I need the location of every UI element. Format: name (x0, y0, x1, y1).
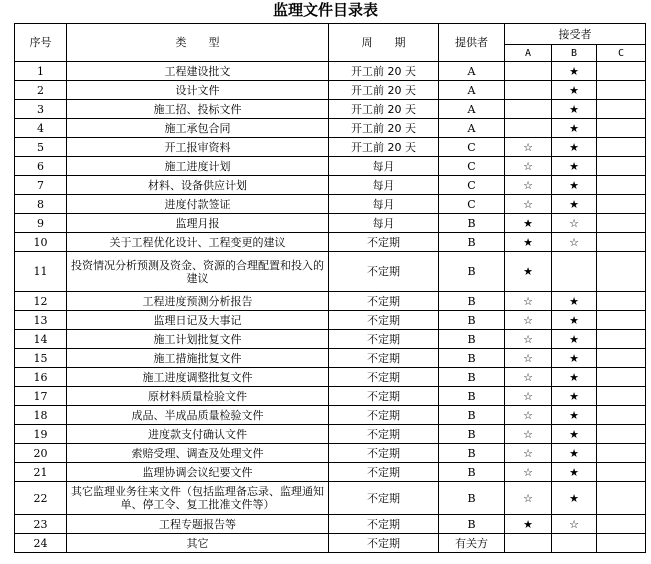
row-period: 开工前 20 天 (329, 62, 439, 81)
cut-off-footnote (0, 559, 651, 564)
row-provider: A (439, 119, 505, 138)
table-row (15, 62, 646, 81)
header-receiver-c: C (597, 45, 646, 62)
table-row (15, 252, 646, 292)
row-seq: 1 (15, 62, 67, 81)
row-seq: 24 (15, 534, 67, 553)
row-provider: B (439, 482, 505, 515)
row-receiver-a: ★ (505, 515, 552, 534)
row-receiver-c (597, 292, 646, 311)
row-type: 设计文件 (67, 81, 329, 100)
row-receiver-b: ★ (552, 138, 597, 157)
row-period: 不定期 (329, 425, 439, 444)
table-row (15, 534, 646, 553)
row-receiver-b: ★ (552, 62, 597, 81)
row-seq: 6 (15, 157, 67, 176)
header-receiver-a: A (505, 45, 552, 62)
table-row (15, 368, 646, 387)
row-receiver-b: ★ (552, 368, 597, 387)
row-provider: B (439, 425, 505, 444)
row-seq: 19 (15, 425, 67, 444)
row-receiver-a: ★ (505, 233, 552, 252)
row-seq: 14 (15, 330, 67, 349)
row-seq: 3 (15, 100, 67, 119)
row-receiver-b: ☆ (552, 233, 597, 252)
header-provider: 提供者 (439, 24, 505, 62)
row-seq: 21 (15, 463, 67, 482)
row-receiver-a: ☆ (505, 157, 552, 176)
header-receiver-b: B (552, 45, 597, 62)
row-provider: 有关方 (439, 534, 505, 553)
table-row (15, 515, 646, 534)
row-receiver-b: ★ (552, 330, 597, 349)
row-provider: C (439, 157, 505, 176)
row-receiver-a (505, 119, 552, 138)
row-receiver-a: ☆ (505, 195, 552, 214)
table-row (15, 195, 646, 214)
row-period: 每月 (329, 195, 439, 214)
row-type: 其它监理业务往来文件（包括监理备忘录、监理通知单、停工令、复工批准文件等） (67, 482, 329, 515)
table-row (15, 463, 646, 482)
row-period: 每月 (329, 157, 439, 176)
row-receiver-a: ☆ (505, 349, 552, 368)
table-body (15, 62, 646, 553)
row-provider: C (439, 176, 505, 195)
row-period: 不定期 (329, 463, 439, 482)
table-row (15, 311, 646, 330)
row-period: 不定期 (329, 387, 439, 406)
row-receiver-c (597, 138, 646, 157)
row-receiver-a: ★ (505, 214, 552, 233)
row-period: 每月 (329, 176, 439, 195)
row-receiver-c (597, 387, 646, 406)
table-row (15, 214, 646, 233)
row-provider: B (439, 330, 505, 349)
row-receiver-c (597, 252, 646, 292)
row-provider: B (439, 311, 505, 330)
row-type: 关于工程优化设计、工程变更的建议 (67, 233, 329, 252)
row-provider: B (439, 233, 505, 252)
row-period: 不定期 (329, 368, 439, 387)
row-receiver-a: ☆ (505, 311, 552, 330)
row-receiver-b: ☆ (552, 214, 597, 233)
row-type: 工程专题报告等 (67, 515, 329, 534)
row-receiver-b: ★ (552, 406, 597, 425)
row-seq: 4 (15, 119, 67, 138)
table-row (15, 81, 646, 100)
row-type: 开工报审资料 (67, 138, 329, 157)
row-period: 不定期 (329, 252, 439, 292)
row-type: 材料、设备供应计划 (67, 176, 329, 195)
row-type: 工程建设批文 (67, 62, 329, 81)
row-receiver-b: ★ (552, 119, 597, 138)
row-period: 不定期 (329, 292, 439, 311)
row-type: 施工计划批复文件 (67, 330, 329, 349)
row-receiver-c (597, 425, 646, 444)
row-period: 不定期 (329, 311, 439, 330)
row-receiver-a (505, 81, 552, 100)
row-type: 监理月报 (67, 214, 329, 233)
row-receiver-a: ★ (505, 252, 552, 292)
row-seq: 23 (15, 515, 67, 534)
header-period: 周 期 (329, 24, 439, 62)
row-receiver-c (597, 534, 646, 553)
row-seq: 15 (15, 349, 67, 368)
row-receiver-b: ★ (552, 349, 597, 368)
row-seq: 5 (15, 138, 67, 157)
row-provider: B (439, 349, 505, 368)
table-row (15, 138, 646, 157)
row-seq: 18 (15, 406, 67, 425)
row-type: 施工进度计划 (67, 157, 329, 176)
row-type: 索赔受理、调查及处理文件 (67, 444, 329, 463)
table-row (15, 387, 646, 406)
row-receiver-b: ★ (552, 463, 597, 482)
row-receiver-c (597, 330, 646, 349)
row-receiver-a: ☆ (505, 387, 552, 406)
table-row (15, 349, 646, 368)
row-receiver-a: ☆ (505, 292, 552, 311)
table-row (15, 406, 646, 425)
table-row (15, 157, 646, 176)
row-seq: 22 (15, 482, 67, 515)
row-receiver-c (597, 444, 646, 463)
row-provider: B (439, 515, 505, 534)
row-provider: B (439, 292, 505, 311)
row-type: 施工进度调整批复文件 (67, 368, 329, 387)
row-receiver-b: ★ (552, 81, 597, 100)
row-type: 施工承包合同 (67, 119, 329, 138)
row-receiver-a (505, 62, 552, 81)
row-receiver-c (597, 515, 646, 534)
row-type: 投资情况分析预测及资金、资源的合理配置和投入的建议 (67, 252, 329, 292)
row-period: 不定期 (329, 233, 439, 252)
row-receiver-b: ★ (552, 387, 597, 406)
row-period: 开工前 20 天 (329, 100, 439, 119)
row-period: 不定期 (329, 349, 439, 368)
row-type: 进度付款签证 (67, 195, 329, 214)
table-row (15, 444, 646, 463)
row-receiver-b: ★ (552, 195, 597, 214)
row-provider: C (439, 195, 505, 214)
header-seq: 序号 (15, 24, 67, 62)
row-receiver-a (505, 100, 552, 119)
row-provider: B (439, 368, 505, 387)
table-row (15, 119, 646, 138)
row-type: 进度款支付确认文件 (67, 425, 329, 444)
row-provider: B (439, 406, 505, 425)
row-provider: B (439, 252, 505, 292)
row-period: 不定期 (329, 482, 439, 515)
row-type: 原材料质量检验文件 (67, 387, 329, 406)
row-period: 不定期 (329, 330, 439, 349)
row-receiver-b: ★ (552, 311, 597, 330)
table-row (15, 292, 646, 311)
row-receiver-c (597, 100, 646, 119)
row-provider: A (439, 81, 505, 100)
row-receiver-b: ★ (552, 425, 597, 444)
row-seq: 12 (15, 292, 67, 311)
row-type: 成品、半成品质量检验文件 (67, 406, 329, 425)
page-title: 监理文件目录表 (272, 1, 378, 19)
header-receiver: 接受者 (505, 24, 646, 45)
row-receiver-c (597, 81, 646, 100)
row-type: 其它 (67, 534, 329, 553)
table-row (15, 330, 646, 349)
row-period: 开工前 20 天 (329, 119, 439, 138)
row-seq: 8 (15, 195, 67, 214)
row-receiver-a (505, 534, 552, 553)
row-receiver-c (597, 62, 646, 81)
row-period: 不定期 (329, 444, 439, 463)
row-type: 工程进度预测分析报告 (67, 292, 329, 311)
row-receiver-a: ☆ (505, 138, 552, 157)
row-seq: 10 (15, 233, 67, 252)
row-type: 施工措施批复文件 (67, 349, 329, 368)
row-receiver-b: ★ (552, 482, 597, 515)
row-seq: 17 (15, 387, 67, 406)
row-receiver-a: ☆ (505, 425, 552, 444)
row-receiver-a: ☆ (505, 482, 552, 515)
row-receiver-c (597, 233, 646, 252)
table-row (15, 176, 646, 195)
row-receiver-a: ☆ (505, 176, 552, 195)
row-receiver-b: ★ (552, 292, 597, 311)
row-receiver-a: ☆ (505, 330, 552, 349)
row-receiver-c (597, 176, 646, 195)
row-period: 开工前 20 天 (329, 81, 439, 100)
row-provider: C (439, 138, 505, 157)
row-provider: B (439, 463, 505, 482)
table-row (15, 425, 646, 444)
table-row (15, 233, 646, 252)
row-receiver-c (597, 214, 646, 233)
row-seq: 7 (15, 176, 67, 195)
row-receiver-c (597, 195, 646, 214)
header-type: 类 型 (67, 24, 329, 62)
row-receiver-b: ★ (552, 176, 597, 195)
row-receiver-b: ★ (552, 444, 597, 463)
row-receiver-c (597, 482, 646, 515)
catalog-table (14, 23, 646, 553)
row-seq: 11 (15, 252, 67, 292)
row-provider: A (439, 62, 505, 81)
row-receiver-b (552, 252, 597, 292)
row-receiver-c (597, 119, 646, 138)
row-period: 不定期 (329, 534, 439, 553)
row-receiver-c (597, 157, 646, 176)
row-seq: 9 (15, 214, 67, 233)
row-seq: 20 (15, 444, 67, 463)
row-seq: 13 (15, 311, 67, 330)
row-receiver-a: ☆ (505, 368, 552, 387)
row-provider: A (439, 100, 505, 119)
row-receiver-a: ☆ (505, 463, 552, 482)
row-receiver-b (552, 534, 597, 553)
row-type: 施工招、投标文件 (67, 100, 329, 119)
table-row (15, 100, 646, 119)
row-receiver-a: ☆ (505, 444, 552, 463)
row-type: 监理日记及大事记 (67, 311, 329, 330)
row-provider: B (439, 214, 505, 233)
row-period: 每月 (329, 214, 439, 233)
row-provider: B (439, 444, 505, 463)
table-row (15, 482, 646, 515)
row-provider: B (439, 387, 505, 406)
row-receiver-c (597, 349, 646, 368)
row-type: 监理协调会议纪要文件 (67, 463, 329, 482)
row-receiver-b: ★ (552, 100, 597, 119)
row-seq: 16 (15, 368, 67, 387)
row-period: 不定期 (329, 515, 439, 534)
row-receiver-a: ☆ (505, 406, 552, 425)
row-receiver-b: ☆ (552, 515, 597, 534)
row-receiver-c (597, 406, 646, 425)
row-receiver-c (597, 463, 646, 482)
row-period: 开工前 20 天 (329, 138, 439, 157)
row-period: 不定期 (329, 406, 439, 425)
row-receiver-b: ★ (552, 157, 597, 176)
row-receiver-c (597, 311, 646, 330)
row-seq: 2 (15, 81, 67, 100)
row-receiver-c (597, 368, 646, 387)
